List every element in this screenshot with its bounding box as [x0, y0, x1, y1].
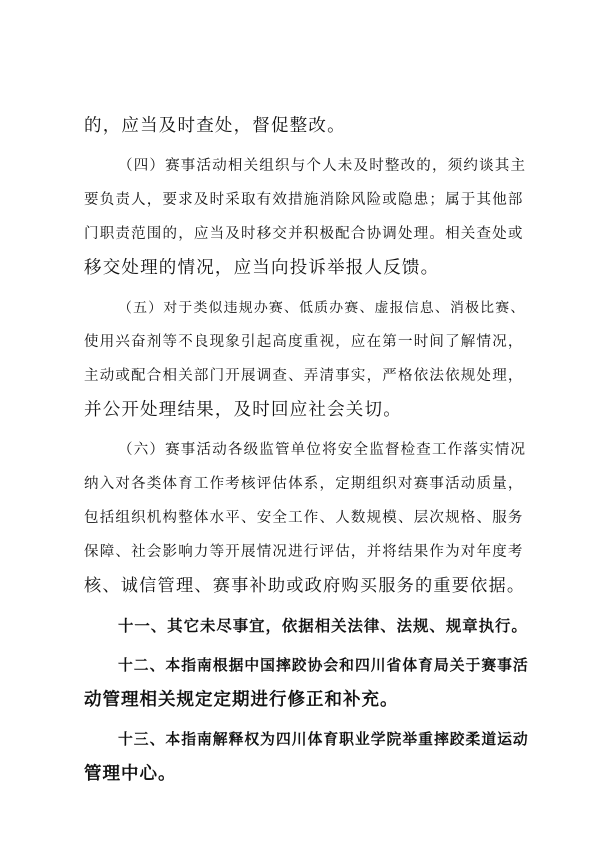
text-line: 纳入对各类体育工作考核评估体系，定期组织对赛事活动质量， — [84, 476, 524, 492]
text-line: 保障、社会影响力等开展情况进行评估，并将结果作为对年度考 — [84, 544, 524, 560]
text-line: 管理中心。 — [84, 764, 177, 784]
text-line: 并公开处理结果，及时回应社会关切。 — [84, 400, 402, 420]
text-line: 十三、本指南解释权为四川体育职业学院举重摔跤柔道运动 — [118, 731, 529, 748]
text-line: 移交处理的情况，应当向投诉举报人反馈。 — [84, 258, 440, 278]
text-line: 门职责范围的，应当及时移交并积极配合协调处理。相关查处或 — [84, 226, 524, 242]
text-line: （四）赛事活动相关组织与个人未及时整改的，须约谈其主 — [118, 158, 527, 174]
text-line: 要负责人，要求及时采取有效措施消除风险或隐患；属于其他部 — [84, 192, 524, 208]
text-line: 的，应当及时查处，督促整改。 — [84, 116, 346, 136]
text-line: 十二、本指南根据中国摔跤协会和四川省体育局关于赛事活 — [118, 657, 529, 674]
text-line: （五）对于类似违规办赛、低质办赛、虚报信息、消极比赛、 — [118, 300, 526, 316]
text-line: 使用兴奋剂等不良现象引起高度重视，应在第一时间了解情况， — [84, 334, 524, 350]
text-line: 核、诚信管理、赛事补助或政府购买服务的重要依据。 — [84, 576, 526, 596]
text-line: 十一、其它未尽事宜，依据相关法律、法规、规章执行。 — [118, 617, 528, 635]
text-line: 包括组织机构整体水平、安全工作、人数规模、层次规格、服务 — [84, 510, 524, 526]
text-line: 动管理相关规定定期进行修正和补充。 — [84, 690, 399, 710]
text-line: （六）赛事活动各级监管单位将安全监督检查工作落实情况 — [118, 442, 527, 458]
text-line: 主动或配合相关部门开展调查、弄清事实，严格依法依规处理， — [84, 368, 524, 384]
